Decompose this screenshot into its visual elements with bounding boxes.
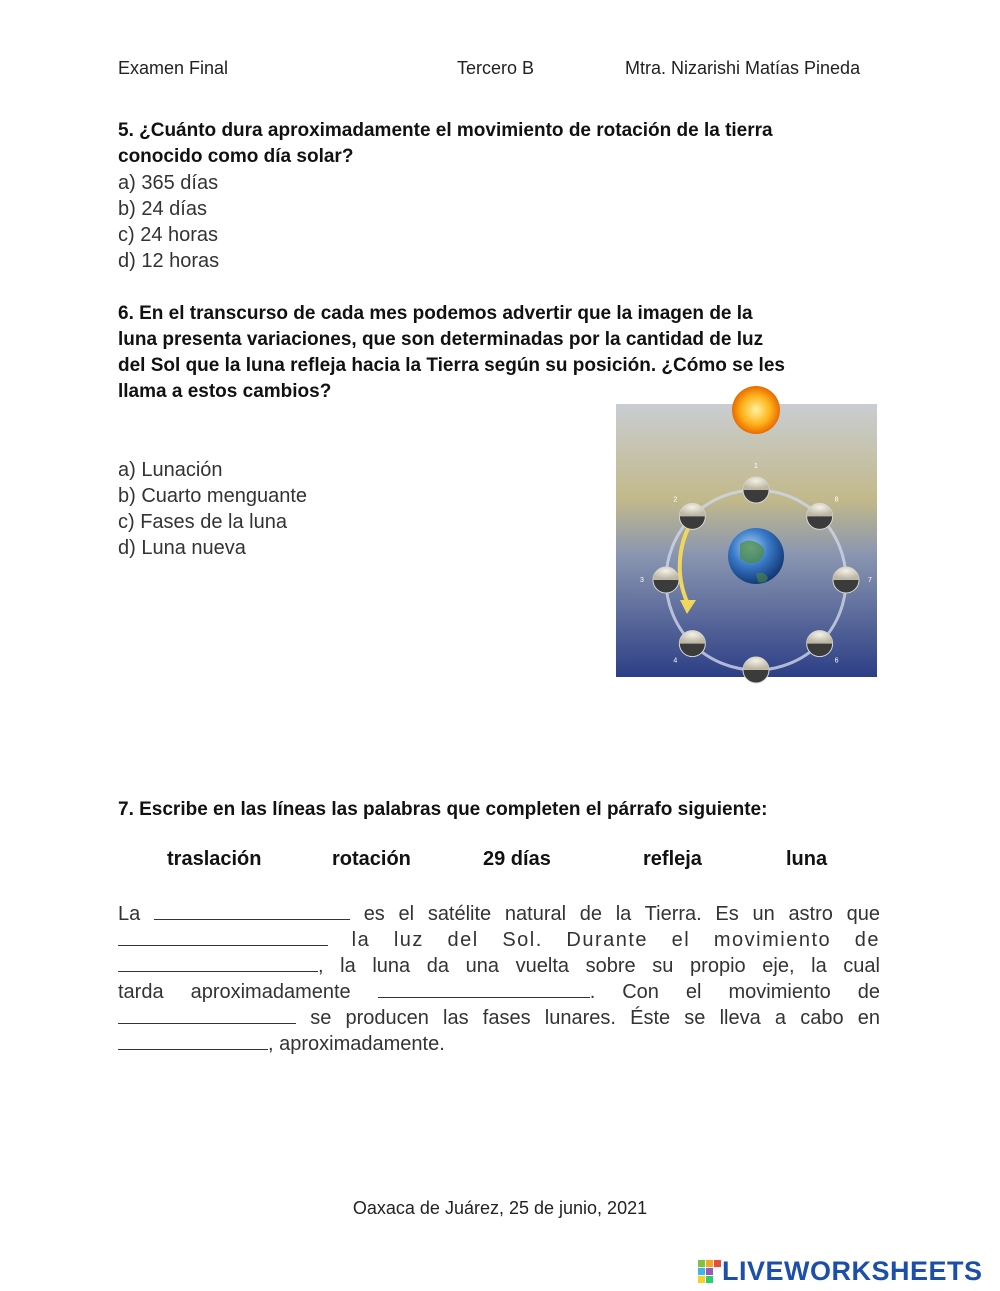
question-5-options	[118, 170, 219, 274]
exam-title: Examen Final	[118, 58, 229, 78]
moon-number: 5	[754, 691, 758, 698]
moon-number: 6	[834, 657, 839, 665]
paragraph-text: La	[118, 903, 141, 925]
paragraph-text: la luz del Sol. Durante el movimiento de	[351, 929, 880, 951]
blank-field-1[interactable]	[154, 900, 350, 920]
group-label: Tercero B	[457, 58, 535, 78]
option-d[interactable]: d) 12 horas	[118, 250, 220, 272]
moon-number: 1	[754, 463, 758, 470]
moon-phases-figure	[616, 404, 877, 698]
paragraph-line	[118, 952, 880, 978]
paragraph-text: se producen las fases lunares. Éste se lleva a cabo en	[310, 1007, 881, 1029]
blank-field-6[interactable]	[118, 1030, 268, 1050]
question-6-options	[118, 457, 307, 561]
paragraph-text: . Con el movimiento de	[589, 981, 880, 1003]
question-6-line: luna presenta variaciones, que son determinadas por la cantidad de luz	[118, 329, 764, 350]
sun-icon	[732, 386, 780, 434]
moon-phases-diagram	[616, 404, 877, 698]
moon-number: 8	[834, 496, 839, 504]
blank-field-4[interactable]	[378, 978, 590, 998]
paragraph-text: tarda aproximadamente	[118, 981, 351, 1003]
paragraph-text: es el satélite natural de la Tierra. Es un astro que	[363, 903, 880, 925]
moon-number: 2	[673, 496, 678, 504]
option-b[interactable]: b) 24 días	[118, 198, 207, 220]
question-6-line: 6. En el transcurso de cada mes podemos advertir que la imagen de la	[118, 303, 753, 324]
paragraph-line	[118, 926, 880, 952]
word-bank-item: refleja	[643, 848, 702, 870]
option-c[interactable]: c) Fases de la luna	[118, 511, 287, 533]
word-bank-item: 29 días	[483, 848, 551, 870]
paragraph-line	[118, 1004, 880, 1030]
question-6-line: del Sol que la luna refleja hacia la Tierra según su posición. ¿Cómo se les	[118, 355, 785, 376]
blank-field-5[interactable]	[118, 1004, 296, 1024]
word-bank-item: luna	[786, 848, 828, 870]
liveworksheets-logo	[698, 1256, 983, 1287]
word-bank-item: traslación	[167, 848, 262, 870]
fill-in-paragraph	[118, 900, 880, 1056]
brand-name: LIVEWORKSHEETS	[722, 1256, 983, 1286]
teacher-name: Mtra. Nizarishi Matías Pineda	[625, 58, 861, 78]
footer-place-date: Oaxaca de Juárez, 25 de junio, 2021	[352, 1198, 648, 1218]
question-5-line: conocido como día solar?	[118, 146, 354, 167]
blank-field-2[interactable]	[118, 926, 328, 946]
moon-number: 7	[868, 577, 872, 584]
liveworksheets-logo-icon	[698, 1260, 722, 1284]
option-b[interactable]: b) Cuarto menguante	[118, 485, 308, 507]
option-a[interactable]: a) Lunación	[118, 459, 223, 481]
question-5	[118, 118, 880, 170]
option-a[interactable]: a) 365 días	[118, 172, 219, 194]
question-7: 7. Escribe en las líneas las palabras que completen el párrafo siguiente:	[118, 799, 768, 820]
moon-number: 3	[640, 577, 644, 584]
paragraph-text: , la luna da una vuelta sobre su propio eje, la cual	[318, 955, 880, 977]
blank-field-3[interactable]	[118, 952, 318, 972]
word-bank-item: rotación	[332, 848, 411, 870]
paragraph-line	[118, 900, 880, 926]
question-5-line: 5. ¿Cuánto dura aproximadamente el movimiento de rotación de la tierra	[118, 120, 773, 141]
paragraph-line	[118, 1030, 880, 1056]
moon-number: 4	[673, 657, 678, 665]
paragraph-text: , aproximadamente.	[268, 1033, 445, 1055]
paragraph-line	[118, 978, 880, 1004]
question-6-line: llama a estos cambios?	[118, 381, 332, 402]
option-c[interactable]: c) 24 horas	[118, 224, 219, 246]
option-d[interactable]: d) Luna nueva	[118, 537, 246, 559]
